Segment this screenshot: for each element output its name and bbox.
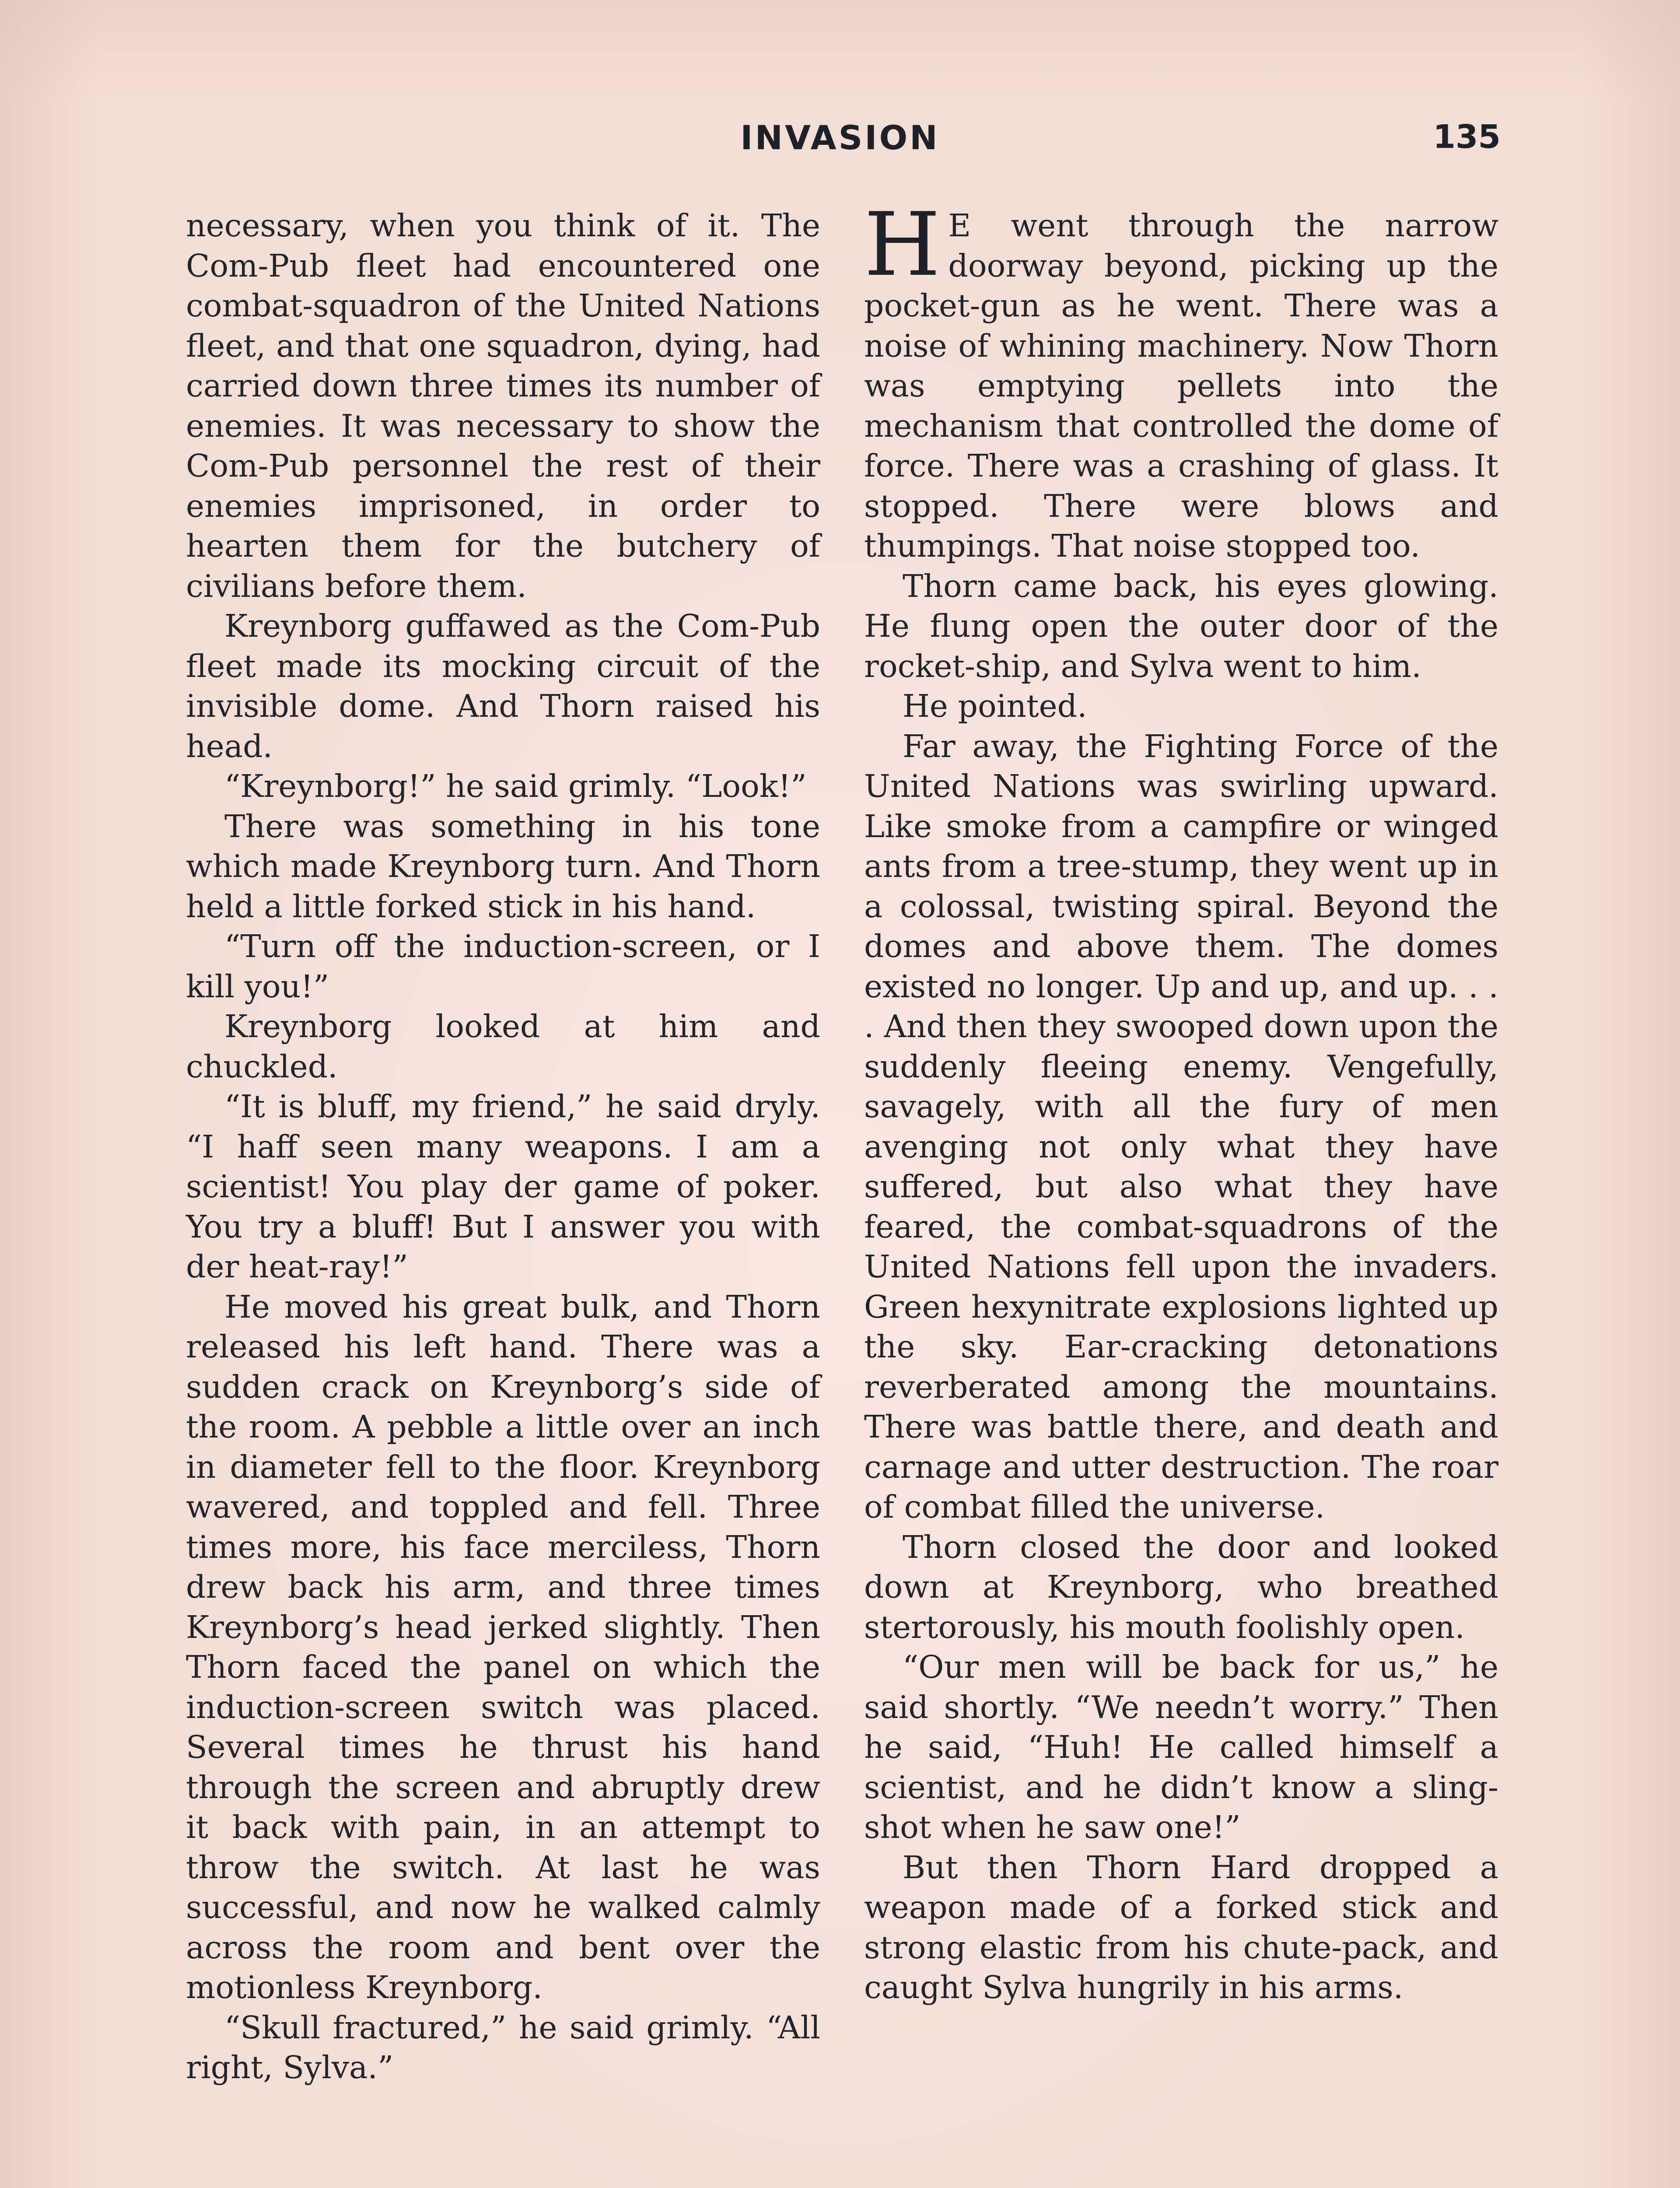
paragraph: There was something in his tone which made Kreynborg turn. And Thorn held a little forked stick in his hand. [186, 808, 820, 925]
paragraph: necessary, when you think of it. The Com-Pub fleet had encountered one combat-squadron of the United Nations fleet, and that one squadron, dying, had carried down three times its number of enemies. It was necessary to show the Com-Pub personnel the rest of their enemies imprisoned, in order to hearten them for the butchery of civilians before them. [186, 207, 820, 604]
paragraph: “Kreynborg!” he said grimly. “Look!” [224, 768, 807, 804]
opening-paragraph [864, 194, 1498, 566]
paragraph: Kreynborg looked at him and chuckled. [186, 1008, 820, 1085]
opening-paragraph-text: E went through the narrow doorway beyond, picking up the pocket-gun as he went. There was a noise of whining machinery. Now Thorn was emptying pellets into the mechanism that controlled the dome of force. There was a crashing of glass. It stopped. There were blows and thumpings. That noise stopped too. [864, 207, 1498, 564]
left-text-column [186, 206, 820, 2088]
paragraph: But then Thorn Hard dropped a weapon made of a forked stick and strong elastic from his chute-pack, and caught Sylva hungrily in his arms. [864, 1849, 1498, 2006]
paragraph: Thorn came back, his eyes glowing. He flung open the outer door of the rocket-ship, and Sylva went to him. [864, 568, 1498, 684]
drop-cap: H [864, 194, 941, 296]
paragraph: Kreynborg guffawed as the Com-Pub fleet made its mocking circuit of the invisible dome. And Thorn raised his head. [186, 608, 820, 764]
paragraph: He moved his great bulk, and Thorn released his left hand. There was a sudden crack on Kreynborg’s side of the room. A pebble a little over an inch in diameter fell to the floor. Kreynborg wavered, and toppled and fell. Three times more, his face merciless, Thorn drew back his arm, and three times Kreynborg’s head jerked slightly. Then Thorn faced the panel on which the induction-screen switch was placed. Several times he thrust his hand through the screen and abruptly drew it back with pain, in an attempt to throw the switch. At last he was successful, and now he walked calmly across the room and bent over the motionless Kreynborg. [186, 1288, 820, 2006]
paragraph: Thorn closed the door and looked down at Kreynborg, who breathed stertorously, his mouth foolishly open. [864, 1529, 1498, 1645]
paragraph: Far away, the Fighting Force of the United Nations was swirling upward. Like smoke from a campfire or winged ants from a tree-stump, they went up in a colossal, twisting spiral. Beyond the domes and above them. The domes existed no longer. Up and up, and up. . . . And then they swooped down upon the suddenly fleeing enemy. Vengefully, savagely, with all the fury of men avenging not only what they have suffered, but also what they have feared, the combat-squadrons of the United Nations fell upon the invaders. Green hexynitrate explosions lighted up the sky. Ear-cracking detonations reverberated among the mountains. There was battle there, and death and carnage and utter destruction. The roar of combat filled the universe. [864, 728, 1498, 1525]
page-number: 135 [1433, 118, 1501, 156]
running-header-title: INVASION [740, 118, 940, 157]
right-text-column [864, 194, 1498, 2008]
paragraph: He pointed. [903, 688, 1087, 724]
paragraph: “Turn off the induction-screen, or I kill you!” [186, 928, 820, 1005]
paragraph: “Our men will be back for us,” he said shortly. “We needn’t worry.” Then he said, “Huh! He called himself a scientist, and he didn’t know a sling-shot when he saw one!” [864, 1649, 1498, 1845]
paragraph: “It is bluff, my friend,” he said dryly. “I haff seen many weapons. I am a scientist! You play der game of poker. You try a bluff! But I answer you with der heat-ray!” [186, 1088, 820, 1285]
paragraph: “Skull fractured,” he said grimly. “All right, Sylva.” [186, 2009, 820, 2086]
